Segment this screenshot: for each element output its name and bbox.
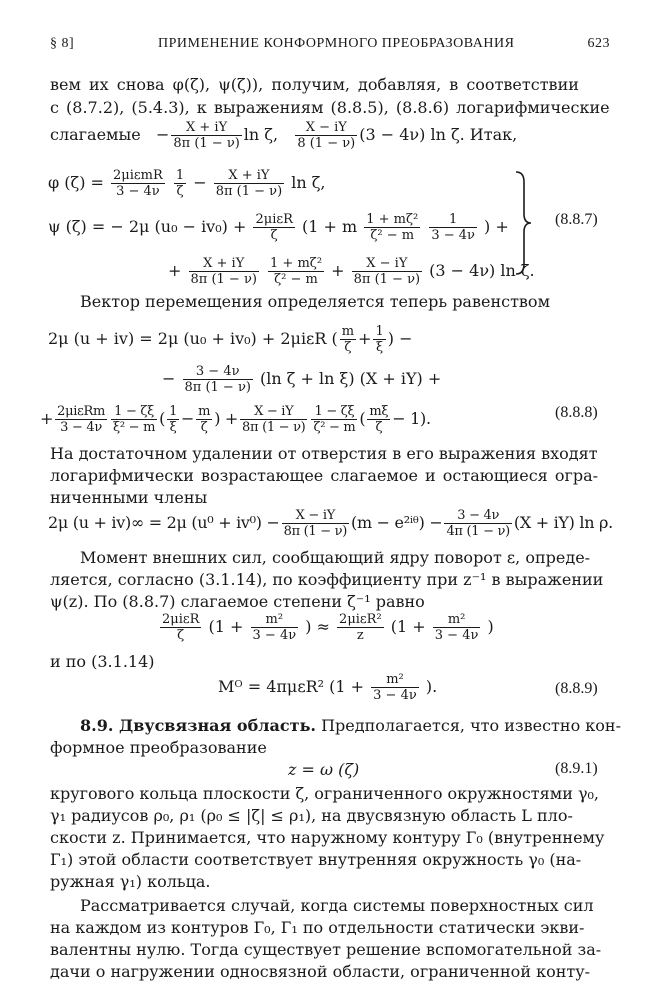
math-text: ) + — [484, 217, 509, 236]
math-text: Mᴼ = 4πμεR² (1 + — [218, 677, 365, 696]
numerator: 2μiεR — [255, 212, 293, 227]
section-marker: § 8] — [50, 36, 75, 51]
denominator: ζ² − m — [370, 228, 415, 243]
text-line: γ₁ радиусов ρ₀, ρ₁ (ρ₀ ≤ |ζ| ≤ ρ₁), на двусвязную область L пло- — [50, 806, 573, 825]
math-text: (X + iY) ln ρ. — [513, 513, 613, 532]
text-line: с (8.7.2), (5.4.3), к выражениям (8.8.5), (8.8.6) логарифмические — [50, 98, 610, 117]
equation-row — [158, 612, 494, 643]
denominator: 8π (1 − ν) — [215, 184, 283, 199]
denominator: 3 − 4ν — [252, 628, 297, 643]
denominator: 8π (1 − ν) — [242, 420, 306, 435]
equation: z = ω (ζ) — [288, 760, 360, 779]
denominator: ξ — [376, 340, 384, 355]
numerator: m² — [371, 672, 419, 688]
fraction — [364, 212, 420, 243]
denominator: ζ — [344, 340, 352, 355]
text-fragment: слагаемые — [50, 125, 141, 144]
denominator: 8π (1 − ν) — [353, 272, 421, 287]
text-line: Г₁) этой области соответствует внутренняя окружность γ₀ (на- — [50, 850, 582, 869]
denominator: 8π (1 − ν) — [184, 380, 251, 395]
denominator: ζ — [177, 628, 185, 643]
denominator: 3 − 4ν — [116, 184, 160, 199]
numerator: 2μiεRm — [57, 404, 106, 419]
numerator: 1 − ζξ — [111, 404, 157, 420]
numerator: 1 — [429, 212, 477, 228]
fraction — [183, 364, 253, 395]
page-header — [50, 36, 610, 58]
numerator: X − iY — [352, 256, 422, 272]
numerator: 2μiεmR — [113, 168, 163, 183]
math-text: (m − e²ⁱᶿ) − — [351, 513, 443, 532]
numerator: X + iY — [189, 256, 259, 272]
fraction — [189, 256, 259, 287]
fraction — [253, 212, 294, 243]
text-line: вем их снова φ(ζ), ψ(ζ)), получим, добавляя, в соответствии — [50, 75, 579, 94]
math-text: 2μ (u + iv) = 2μ (u₀ + iv₀) + 2μiεR ( — [48, 329, 338, 348]
numerator: X − iY — [295, 120, 357, 136]
denominator: 8 (1 − ν) — [297, 136, 356, 151]
text-line: валентны нулю. Тогда существует решение вспомогательной за- — [50, 940, 602, 959]
numerator: X + iY — [214, 168, 284, 184]
fraction — [433, 612, 481, 643]
math-text: 2μ (u + iv)∞ = 2μ (u⁰ + iv⁰) − — [48, 513, 280, 532]
numerator: m² — [433, 612, 481, 628]
denominator: ξ — [169, 420, 177, 435]
fraction — [55, 404, 107, 435]
fraction — [340, 324, 356, 355]
fraction — [337, 612, 384, 643]
fraction — [371, 672, 419, 703]
numerator: 2μiεR — [162, 612, 200, 627]
equation-number: (8.8.7) — [555, 211, 598, 228]
numerator: 2μiεR² — [339, 612, 382, 627]
math-text: φ (ζ) = — [48, 173, 104, 192]
denominator: 3 − 4ν — [60, 420, 102, 435]
text-line: скости z. Принимается, что наружному контуру Г₀ (внутреннему — [50, 828, 605, 847]
equation-row — [48, 212, 509, 243]
numerator: X + iY — [171, 120, 241, 136]
denominator: ζ — [375, 420, 383, 435]
text-fragment: (3 − 4ν) ln ζ. Итак, — [359, 125, 518, 144]
denominator: 3 − 4ν — [373, 688, 417, 703]
fraction — [174, 168, 186, 199]
equation-number: (8.8.8) — [555, 404, 598, 421]
fraction — [282, 508, 349, 539]
math-text: ( — [359, 409, 366, 428]
math-text: ) ≈ — [305, 617, 330, 636]
denominator: 3 − 4ν — [434, 628, 479, 643]
numerator: 1 + mζ² — [366, 212, 419, 227]
math-text: ψ (ζ) = − 2μ (u₀ − iv₀) + — [48, 217, 247, 236]
denominator: ζ — [270, 228, 278, 243]
fraction — [171, 120, 241, 151]
math-text: ). — [425, 677, 438, 696]
numerator: 3 − 4ν — [183, 364, 253, 380]
math-text: (1 + m — [301, 217, 358, 236]
math-text: + — [358, 329, 372, 348]
equation-row — [40, 404, 431, 435]
numerator: 3 − 4ν — [444, 508, 511, 524]
numerator: m² — [251, 612, 299, 628]
text-line: ружная γ₁) кольца. — [50, 872, 211, 891]
denominator: ζ² − m — [274, 272, 318, 287]
denominator: 8π (1 − ν) — [190, 272, 257, 287]
math-text: ( — [159, 409, 166, 428]
equation-row — [48, 508, 613, 539]
denominator: 8π (1 − ν) — [173, 136, 240, 151]
math-text: + — [168, 261, 182, 280]
fraction — [429, 212, 477, 243]
denominator: ζ — [200, 420, 208, 435]
denominator: ξ² − m — [113, 420, 156, 435]
equation-row — [168, 256, 535, 287]
numerator: 1 — [175, 168, 185, 183]
math-text: − — [162, 369, 176, 388]
denominator: 3 − 4ν — [431, 228, 475, 243]
math-text: − — [181, 409, 195, 428]
equation-row — [48, 168, 326, 199]
math-text: + — [40, 409, 54, 428]
text-line: дачи о нагружении односвязной области, ограниченной конту- — [50, 962, 591, 981]
running-title: ПРИМЕНЕНИЕ КОНФОРМНОГО ПРЕОБРАЗОВАНИЯ — [158, 36, 515, 51]
fraction — [214, 168, 284, 199]
text-line: Рассматривается случай, когда системы поверхностных сил — [80, 896, 594, 915]
numerator: 1 — [169, 404, 178, 419]
numerator: X − iY — [282, 508, 349, 524]
numerator: X − iY — [240, 404, 307, 420]
text-fragment: ln ζ, — [243, 125, 279, 144]
text-line: и по (3.1.14) — [50, 652, 155, 671]
numerator: mξ — [369, 404, 389, 419]
denominator: ζ² − m — [313, 420, 356, 435]
text-line: на каждом из контуров Г₀, Г₁ по отдельности статически экви- — [50, 918, 585, 937]
math-text: − 1). — [392, 409, 431, 428]
math-text: ) + — [214, 409, 239, 428]
fraction — [240, 404, 307, 435]
numerator: 1 — [375, 324, 384, 339]
denominator: z — [356, 628, 364, 643]
text-line: логарифмически возрастающее слагаемое и остающиеся огра- — [50, 466, 599, 485]
text-line: ляется, согласно (3.1.14), по коэффициенту при z⁻¹ в выражении — [50, 570, 604, 589]
fraction — [444, 508, 511, 539]
equation-row — [218, 672, 437, 703]
math-text: ) — [487, 617, 494, 636]
math-text: ln ζ, — [291, 173, 326, 192]
fraction — [311, 404, 357, 435]
text-line: ниченными члены — [50, 488, 208, 507]
math-text: (3 − 4ν) ln ζ. — [429, 261, 535, 280]
text-line: ψ(z). По (8.8.7) слагаемое степени ζ⁻¹ равно — [50, 592, 425, 611]
math-text: (1 + — [390, 617, 426, 636]
fraction — [160, 612, 201, 643]
text-line: Вектор перемещения определяется теперь равенством — [80, 292, 551, 311]
numerator: 1 + mζ² — [270, 256, 323, 271]
math-text: (ln ζ + ln ξ) (X + iY) + — [260, 369, 442, 388]
text-line: Момент внешних сил, сообщающий ядру поворот ε, опреде- — [80, 548, 591, 567]
math-text: − — [193, 173, 207, 192]
section-heading: 8.9. Двусвязная область. — [80, 716, 316, 735]
text-fragment: Предполагается, что известно кон- — [321, 716, 621, 735]
numerator: m — [198, 404, 211, 419]
numerator: 1 − ζξ — [311, 404, 357, 420]
right-brace — [514, 170, 532, 276]
fraction — [352, 256, 422, 287]
denominator: ζ — [176, 184, 184, 199]
denominator: 8π (1 − ν) — [283, 524, 348, 539]
equation-row — [162, 364, 441, 395]
text-line: слагаемые − $\frac{X + iY}{8\pi (1 - \nu)}$ ln ζ, $\frac{X - iY}{8 (1 - \nu)}$ (3 − 4ν) ln ζ. Итак, — [50, 120, 518, 151]
fraction — [196, 404, 212, 435]
equation-row — [48, 324, 412, 355]
text-line: На достаточном удалении от отверстия в его выражения входят — [50, 444, 598, 463]
text-line: кругового кольца плоскости ζ, ограниченного окружностями γ₀, — [50, 784, 599, 803]
text-line — [80, 716, 621, 736]
fraction — [367, 404, 390, 435]
fraction — [111, 168, 165, 199]
numerator: m — [341, 324, 355, 339]
denominator: 4π (1 − ν) — [446, 524, 510, 539]
text-line: формное преобразование — [50, 738, 267, 757]
fraction — [373, 324, 385, 355]
page-number: 623 — [587, 36, 610, 51]
fraction — [268, 256, 324, 287]
fraction — [295, 120, 357, 151]
fraction — [251, 612, 299, 643]
fraction — [167, 404, 179, 435]
math-text: + — [331, 261, 345, 280]
equation-number: (8.9.1) — [555, 760, 598, 777]
math-text: (1 + — [208, 617, 244, 636]
equation-number: (8.8.9) — [555, 680, 598, 697]
fraction — [111, 404, 157, 435]
math-text: ) − — [387, 329, 413, 348]
